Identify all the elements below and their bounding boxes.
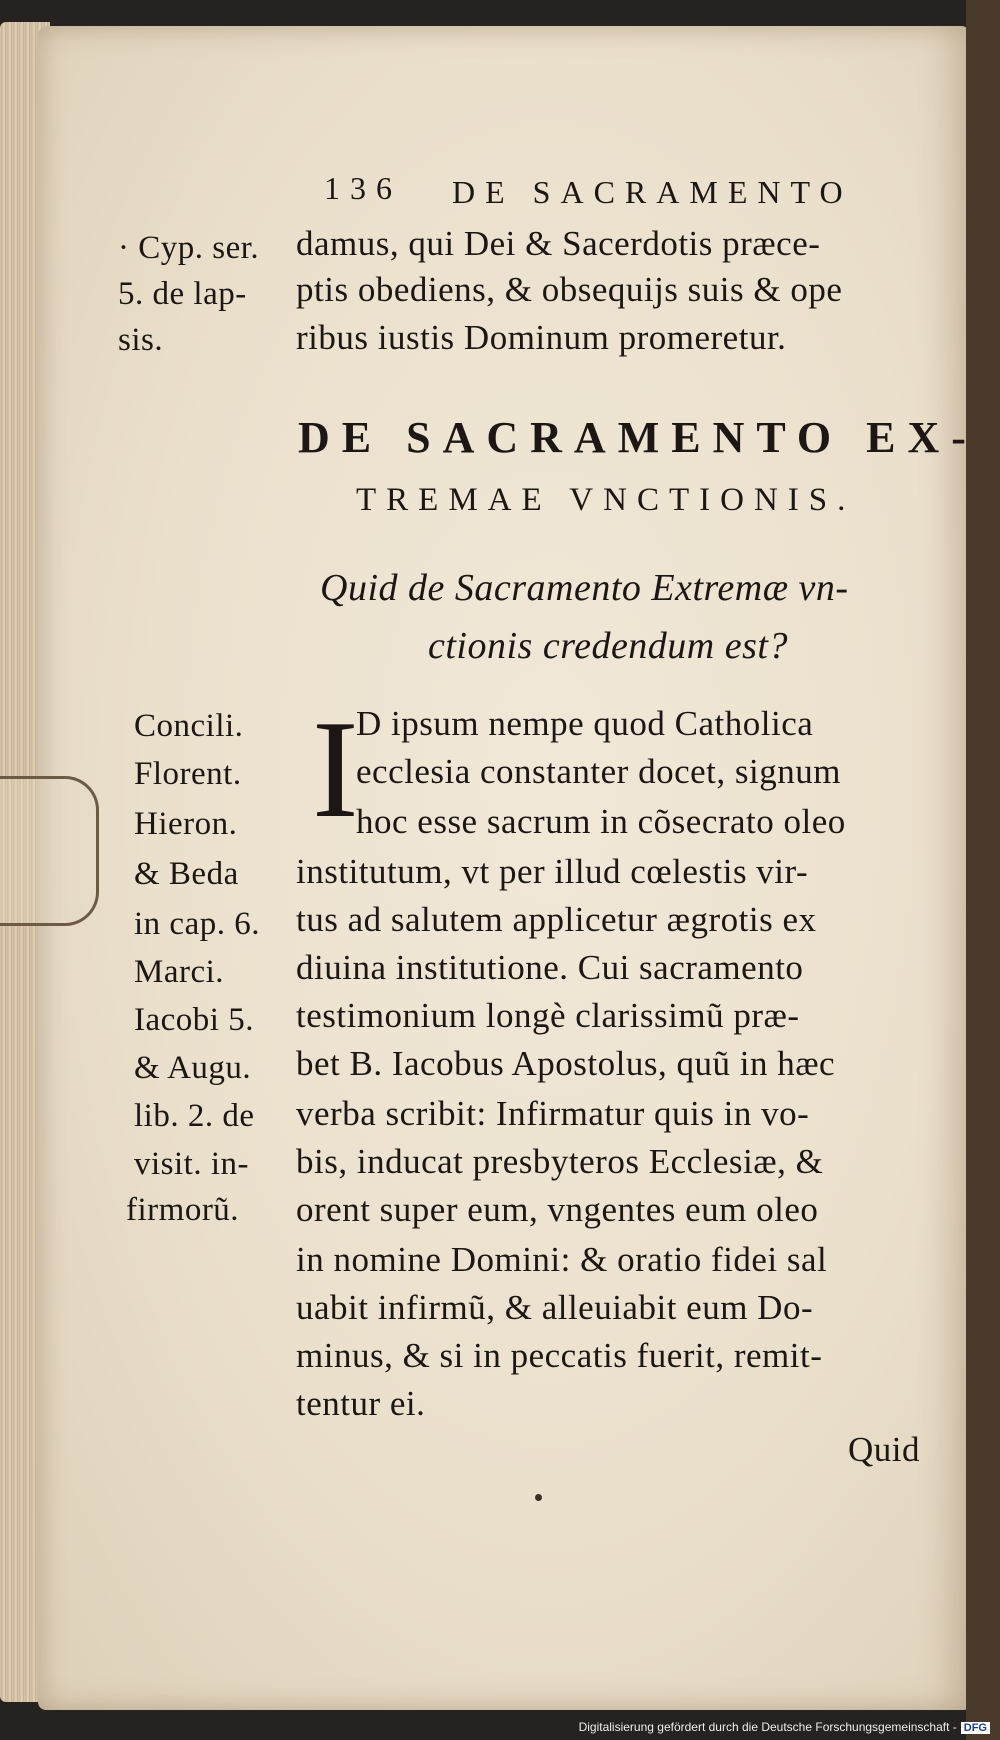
body-line: testimonium longè clarissimũ præ- (296, 996, 800, 1035)
body-line: uabit infirmũ, & alleuiabit eum Do- (296, 1288, 814, 1327)
marginal-note-line: sis. (118, 322, 164, 358)
section-title-continued: TREMAE VNCTIONIS. (356, 482, 856, 518)
footer-credit-text: Digitalisierung gefördert durch die Deutsche Forschungsgemeinschaft - (578, 1720, 957, 1734)
body-line: institutum, vt per illud cœlestis vir- (296, 852, 809, 891)
body-line: bet B. Iacobus Apostolus, quũ in hæc (296, 1044, 836, 1083)
marginal-note-line: lib. 2. de (134, 1098, 255, 1134)
body-line: damus, qui Dei & Sacerdotis præce- (296, 224, 821, 263)
question-heading: ctionis credendum est? (428, 625, 788, 667)
body-line: bis, inducat presbyteros Ecclesiæ, & (296, 1142, 824, 1181)
marginal-note-line: firmorũ. (126, 1192, 240, 1228)
page-number: 136 (324, 170, 402, 206)
body-line: ribus iustis Dominum promeretur. (296, 318, 787, 357)
body-line: verba scribit: Infirmatur quis in vo- (296, 1094, 810, 1133)
body-line: in nomine Domini: & oratio fidei sal (296, 1240, 828, 1279)
body-line: hoc esse sacrum in cõsecrato oleo (356, 802, 846, 841)
body-line: tentur ei. (296, 1384, 426, 1423)
marginal-note-line: · Cyp. ser. (118, 230, 260, 266)
body-line: D ipsum nempe quod Catholica (356, 704, 814, 743)
footer-credit (579, 1720, 990, 1734)
question-heading: Quid de Sacramento Extremæ vn- (320, 567, 849, 609)
marginal-note-line: 5. de lap- (118, 276, 247, 312)
marginal-note-line: Iacobi 5. (134, 1002, 254, 1038)
catchword: Quid (848, 1430, 920, 1469)
marginal-note-line: Concili. (134, 708, 244, 744)
marginal-note-line: Marci. (134, 954, 225, 990)
marginal-note-line: & Beda (134, 856, 239, 892)
dfg-logo: DFG (961, 1722, 990, 1734)
body-line: orent super eum, vngentes eum oleo (296, 1190, 819, 1229)
body-line: minus, & si in peccatis fuerit, remit- (296, 1336, 823, 1375)
body-line: tus ad salutem applicetur ægrotis ex (296, 900, 817, 939)
marginal-note-line: Hieron. (134, 806, 238, 842)
running-head: DE SACRAMENTO (452, 174, 853, 210)
drop-initial: I (312, 692, 359, 847)
marginal-note-line: in cap. 6. (134, 906, 260, 942)
body-line: ecclesia constanter docet, signum (356, 752, 841, 791)
section-title: DE SACRAMENTO EX- (298, 413, 978, 462)
body-line: diuina institutione. Cui sacramento (296, 948, 804, 987)
marginal-note-line: visit. in- (134, 1146, 250, 1182)
page-tab-marker (0, 776, 99, 926)
marginal-note-line: & Augu. (134, 1050, 252, 1086)
marginal-note-line: Florent. (134, 756, 242, 792)
body-line: ptis obediens, & obsequijs suis & ope (296, 270, 843, 309)
ink-mark (535, 1494, 542, 1501)
binding-strip (966, 0, 1000, 1740)
